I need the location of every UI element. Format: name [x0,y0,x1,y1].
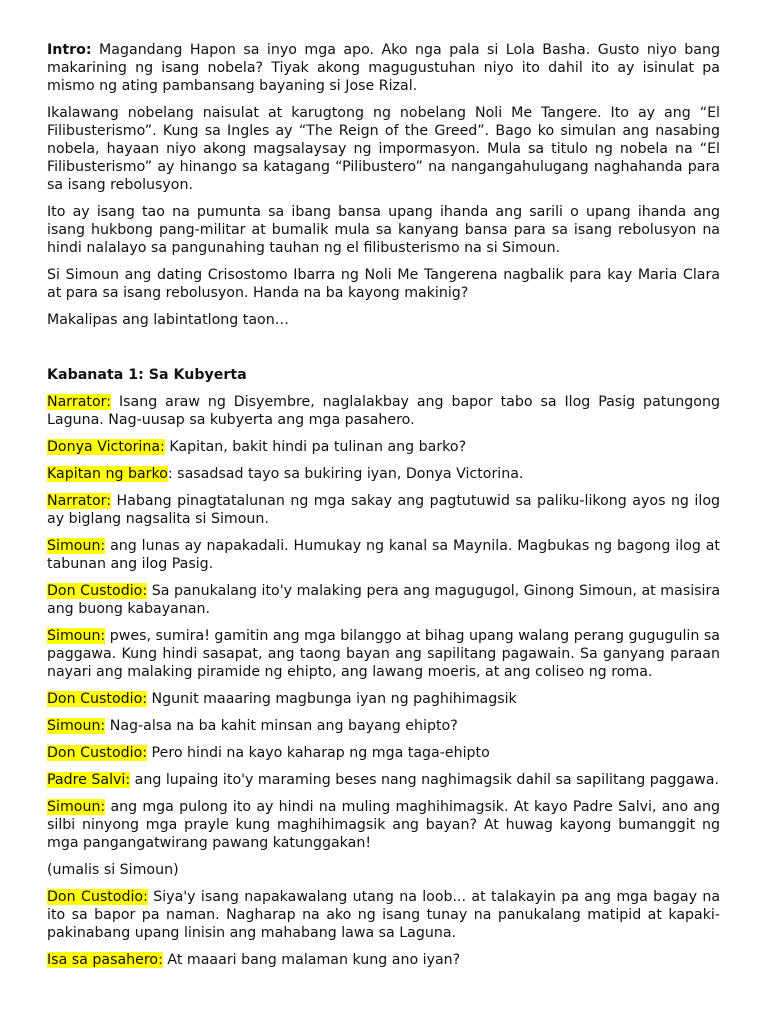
dialogue-text: Isang araw ng Disyembre, naglalakbay ang bapor tabo sa Ilog Pasig patungong Laguna. Nag-uusap sa kubyerta ang mga pasahero. [47,394,720,428]
dialogue-line [47,951,720,969]
paragraph: Si Simoun ang dating Crisostomo Ibarra ng Noli Me Tangerena nagbalik para kay Maria Clara at para sa isang rebolusyon. Handa na ba kayong makinig? [47,267,720,301]
dialogue-text: : sasadsad tayo sa bukiring iyan, Donya Victorina. [167,466,524,482]
dialogue-text: At maaari bang malaman kung ano iyan? [162,952,461,968]
intro-text: Magandang Hapon sa inyo mga apo. Ako nga pala si Lola Basha. Gusto niyo bang makarining ng isang nobela? Tiyak akong magugustuhan niyo ito dahil ito ay isinulat pa mismo ng ating pambansang bayaning si Jose Rizal. [47,42,720,94]
dialogue-line [47,393,720,429]
speaker-label: Kapitan ng barko [47,466,168,482]
speaker-label: Simoun: [47,538,106,554]
dialogue-text: Ngunit maaaring magbunga iyan ng paghihimagsik [147,691,517,707]
speaker-label: Narrator: [47,394,112,410]
dialogue-text: (umalis si Simoun) [47,862,179,878]
dialogue-text: ang mga pulong ito ay hindi na muling maghihimagsik. At kayo Padre Salvi, ano ang silbi ninyong mga prayle kung maghihimagsik ang bayan? At huwag kayong bumanggit ng mga pangangatwirang pawang katunggakan! [47,799,720,851]
dialogue-list [47,393,720,969]
speaker-label: Donya Victorina: [47,439,165,455]
dialogue-line [47,771,720,789]
speaker-label: Narrator: [47,493,112,509]
dialogue-line [47,798,720,852]
speaker-label: Padre Salvi: [47,772,131,788]
speaker-label: Don Custodio: [47,745,148,761]
dialogue-text: pwes, sumira! gamitin ang mga bilanggo at bihag upang walang perang gugugulin sa paggawa. Kung hindi sasapat, ang taong bayan ang sapilitang pagawain. Sa ganyang paraan nayari ang malaking piramide ng ehipto, ang lawang moeris, at ang coliseo ng roma. [47,628,720,680]
paragraph: Makalipas ang labintatlong taon… [47,312,289,328]
speaker-label: Simoun: [47,799,106,815]
dialogue-line [47,861,720,879]
paragraph: Ito ay isang tao na pumunta sa ibang bansa upang ihanda ang sarili o upang ihanda ang isang hukbong pang-militar at bumalik mula sa kanyang bansa para sa isang rebolusyon na hindi nalalayo sa pangunahing tauhan ng el filibusterismo na si Simoun. [47,204,720,256]
dialogue-text: Sa panukalang ito'y malaking pera ang magugugol, Ginong Simoun, at masisira ang buong kabayanan. [47,583,721,617]
dialogue-line [47,888,720,942]
intro-paragraph [47,41,720,95]
speaker-label: Simoun: [47,718,106,734]
dialogue-line [47,582,720,618]
speaker-label: Don Custodio: [47,691,148,707]
dialogue-text: Kapitan, bakit hindi pa tulinan ang barko? [164,439,467,455]
dialogue-line [47,537,720,573]
dialogue-line [47,465,720,483]
dialogue-text: ang lupaing ito'y maraming beses nang naghimagsik dahil sa sapilitang paggawa. [130,772,719,788]
dialogue-line [47,690,720,708]
paragraph: Ikalawang nobelang naisulat at karugtong ng nobelang Noli Me Tangere. Ito ay ang “El Filibusterismo”. Kung sa Ingles ay “The Reign of the Greed”. Bago ko simulan ang nasabing nobela, hayaan niyo akong magsalaysay ng impormasyon. Mula sa titulo ng nobela na “El Filibusterismo” ay hinango sa katagang “Pilibustero” na nangangahulugang naghahanda para sa isang rebolusyon. [47,105,720,193]
dialogue-line [47,438,720,456]
dialogue-text: Nag-alsa na ba kahit minsan ang bayang ehipto? [105,718,458,734]
dialogue-line [47,744,720,762]
speaker-label: Don Custodio: [47,583,148,599]
dialogue-text: ang lunas ay napakadali. Humukay ng kanal sa Maynila. Magbukas ng bagong ilog at tabunan ang ilog Pasig. [47,538,720,572]
speaker-label: Isa sa pasahero: [47,952,163,968]
intro-label: Intro: [47,42,92,58]
dialogue-text: Pero hindi na kayo kaharap ng mga taga-ehipto [147,745,490,761]
dialogue-line [47,492,720,528]
chapter-title: Kabanata 1: Sa Kubyerta [47,367,247,383]
section-gap [47,329,720,366]
dialogue-text: Siya'y isang napakawalang utang na loob... at talakayin pa ang mga bagay na ito sa bapor pa naman. Nagharap na ako ng isang tunay na panukalang matipid at kapaki-pakinabang upang linisin ang mahabang lawa sa Laguna. [47,889,721,941]
dialogue-text: Habang pinagtatalunan ng mga sakay ang pagtutuwid sa paliku-likong ayos ng ilog ay biglang nagsalita si Simoun. [47,493,720,527]
speaker-label: Don Custodio: [47,889,148,905]
speaker-label: Simoun: [47,628,106,644]
dialogue-line [47,717,720,735]
dialogue-line [47,627,720,681]
